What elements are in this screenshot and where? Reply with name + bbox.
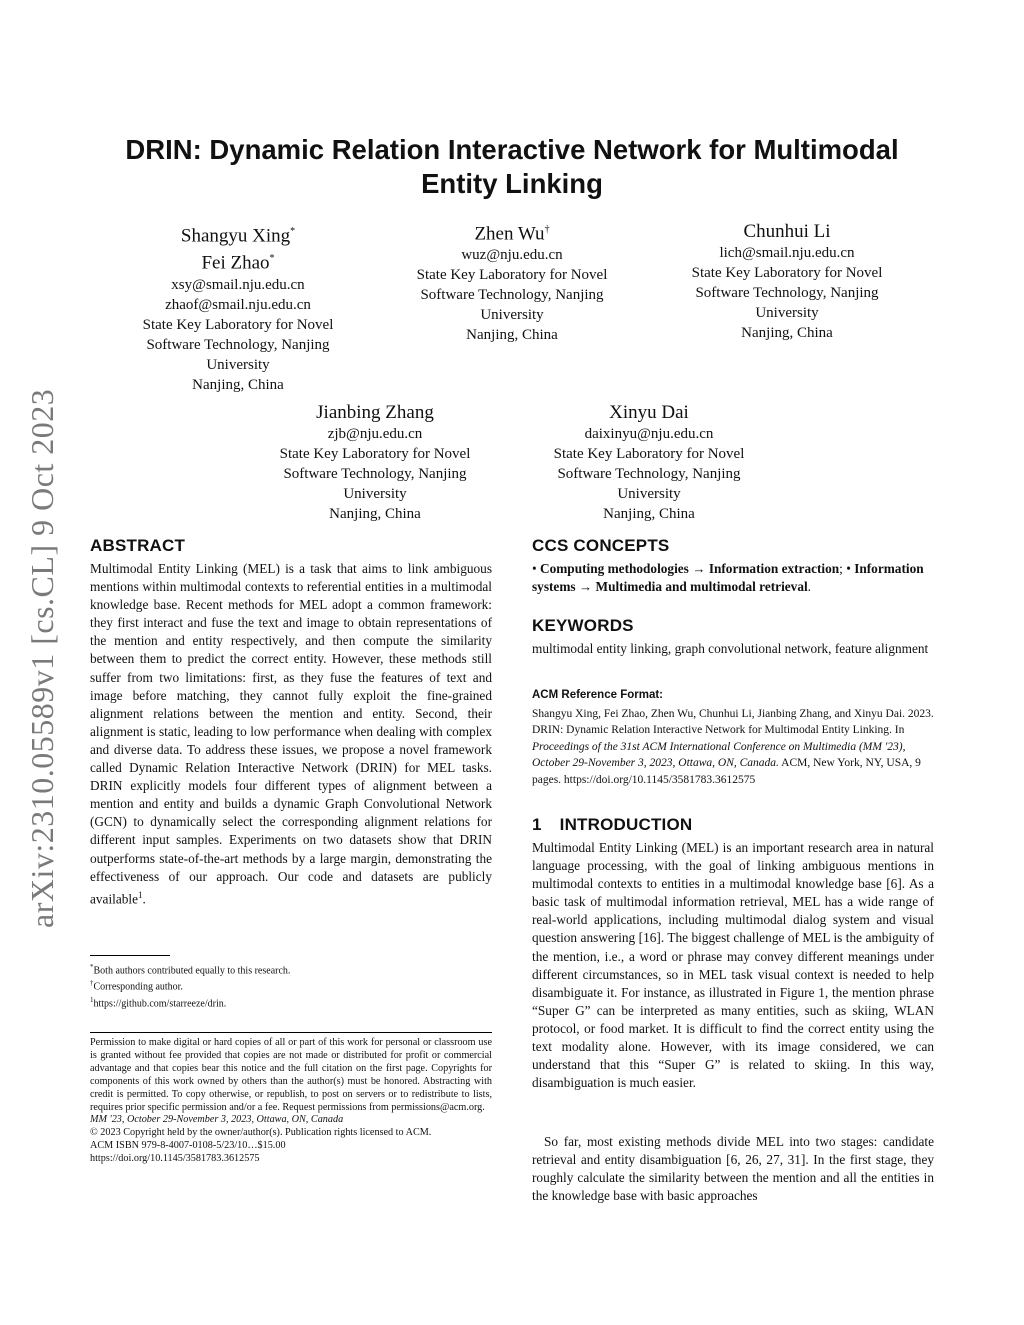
author-affiliation: University (755, 305, 819, 321)
author-location: Nanjing, China (741, 325, 833, 341)
keywords-heading: KEYWORDS (532, 616, 634, 635)
author-block-3 (662, 220, 912, 343)
author-email[interactable]: zjb@nju.edu.cn (327, 426, 423, 442)
ccs-heading: CCS CONCEPTS (532, 536, 670, 555)
author-mark: * (290, 226, 296, 237)
author-email[interactable]: daixinyu@nju.edu.cn (584, 426, 714, 442)
venue-line: MM '23, October 29-November 3, 2023, Ottawa, ON, Canada (90, 1114, 344, 1126)
intro-paragraph-2: So far, most existing methods divide MEL into two stages: candidate retrieval and entity disambiguation [6, 26, 27, 31]. In the first stage, they roughly calculate the similarity between the mention and all the entities in the knowledge base with basic approaches (532, 1134, 934, 1204)
ccs-arrow: → (578, 579, 593, 595)
arxiv-stamp: arXiv:2310.05589v1 [cs.CL] 9 Oct 2023 (24, 388, 60, 928)
ccs-concept: Information systems (532, 561, 924, 595)
ccs-bullet: • (846, 561, 851, 576)
ccs-text (532, 560, 934, 596)
isbn-line: ACM ISBN 979-8-4007-0108-5/23/10…$15.00 (90, 1140, 286, 1152)
author-location: Nanjing, China (603, 506, 695, 522)
title-line-1: DRIN: Dynamic Relation Interactive Network for Multimodal (125, 134, 899, 165)
ccs-concept: Multimedia and multimodal retrieval (595, 579, 808, 595)
author-name: Shangyu Xing (180, 225, 291, 247)
intro-heading (532, 815, 934, 835)
author-name: Chunhui Li (743, 221, 831, 242)
ccs-concept: Computing methodologies (539, 561, 689, 576)
author-mark: * (269, 253, 275, 265)
footnotes (90, 961, 492, 1010)
keywords-text: multimodal entity linking, graph convolutional network, feature alignment (532, 641, 929, 656)
title-line-2: Entity Linking (421, 168, 603, 199)
author-email[interactable]: wuz@nju.edu.cn (461, 247, 563, 264)
footnote-rule (90, 955, 170, 956)
acm-ref-pre: Shangyu Xing, Fei Zhao, Zhen Wu, Chunhui Li, Jianbing Zhang, and Xinyu Dai. 2023. DRIN: Dynamic Relation Interactive Network for Multimodal Entity Linking. In (532, 708, 934, 737)
intro-title: INTRODUCTION (559, 815, 693, 834)
author-affiliation: Software Technology, Nanjing (695, 285, 879, 301)
author-affiliation: University (206, 356, 270, 373)
ccs-concept: Information extraction (708, 561, 840, 576)
abstract-end: . (142, 891, 146, 907)
author-affiliation: State Key Laboratory for Novel (279, 446, 471, 462)
intro-number: 1 (532, 815, 542, 834)
permission-rule (90, 1032, 492, 1033)
author-affiliation: Software Technology, Nanjing (283, 466, 467, 482)
author-location: Nanjing, China (466, 327, 558, 344)
author-affiliation: Software Technology, Nanjing (420, 287, 604, 304)
footnote-2 (90, 977, 492, 993)
ccs-end: . (807, 579, 811, 595)
abstract-body: Multimodal Entity Linking (MEL) is a task that aims to link ambiguous mentions within multimodal contexts to referential entities in a multimodal knowledge base. Recent methods for MEL adopt a common framework: they first interact and fuse the text and image to obtain representations of the mention and entity respectively, and then compute the similarity between them to predict the correct entity. However, these methods still suffer from two limitations: first, as they fuse the features of text and image before matching, they cannot fully exploit the fine-grained alignment relations between the mention and entity. Second, their alignment is static, leading to low performance when dealing with complex and diverse data. To address these issues, we propose a novel framework called Dynamic Relation Interactive Network (DRIN) for MEL tasks. DRIN explicitly models four different types of alignment between a mention and entity and builds a dynamic Graph Convolutional Network (GCN) to dynamically select the corresponding alignment relations for different input samples. Experiments on two datasets show that DRIN outperforms state-of-the-art methods by a large margin, demonstrating the effectiveness of our approach. Our code and datasets are publicly available (90, 561, 492, 907)
author-affiliation: University (343, 486, 407, 502)
footnote-1 (90, 961, 492, 977)
author-location: Nanjing, China (192, 376, 284, 393)
intro-paragraph-1: Multimodal Entity Linking (MEL) is an important research area in natural language processing, with the goal of linking ambiguous mentions in multimodal contexts to entities in a multimodal knowledge base [6]. As a basic task of multimodal information retrieval, MEL has a wide range of real-world applications, including multimodal dialog system and visual question answering [16]. The biggest challenge of MEL is the ambiguity of the mention, i.e., a word or phrase may convey different meanings under different circumstances, so in MEL task visual context is needed to help disambiguate it. For instance, as illustrated in Figure 1, the mention phrase “Super G” can be interpreted as many entities, such as skiing, WLAN protocol, or food market. It is difficult to find the correct entity using the text modality alone. However, with its image considered, we can understand that this “Super G” is related to skiing. In this way, disambiguation is much easier. (532, 840, 934, 1091)
paper-title (90, 133, 934, 201)
author-affiliation: State Key Laboratory for Novel (416, 267, 608, 284)
author-block-1 (113, 220, 363, 395)
footnote-text: Corresponding author. (93, 981, 183, 993)
ccs-arrow: → (692, 561, 706, 576)
footnote-mark: * (90, 963, 94, 971)
footnote-3 (90, 994, 492, 1010)
footnote-link[interactable]: https://github.com/starreeze/drin. (93, 997, 227, 1009)
doi-line[interactable]: https://doi.org/10.1145/3581783.3612575 (90, 1153, 260, 1165)
author-affiliation: Software Technology, Nanjing (146, 336, 330, 353)
author-mark: † (544, 224, 550, 235)
author-affiliation: University (617, 486, 681, 502)
ccs-bullet: • (532, 561, 537, 576)
author-block-2 (387, 218, 637, 345)
author-email[interactable]: xsy@smail.nju.edu.cn (171, 276, 305, 293)
author-affiliation: University (480, 307, 544, 324)
permission-text: Permission to make digital or hard copies of all or part of this work for personal or classroom use is granted without fee provided that copies are not made or distributed for profit or commercial advantage and that copies bear this notice and the full citation on the first page. Copyrights for components of this work owned by others than the author(s) must be honored. Abstracting with credit is permitted. To copy otherwise, or republish, to post on servers or to redistribute to lists, requires prior specific permission and/or a fee. Request permissions from permissions@acm.org. (90, 1037, 492, 1113)
author-affiliation: State Key Laboratory for Novel (142, 316, 334, 333)
acm-ref-label: ACM Reference Format: (532, 689, 663, 701)
author-email[interactable]: zhaof@smail.nju.edu.cn (165, 296, 311, 313)
footnote-mark: † (90, 979, 94, 988)
acm-ref-text (532, 706, 934, 788)
author-name: Fei Zhao (201, 252, 270, 274)
author-affiliation: State Key Laboratory for Novel (553, 446, 745, 462)
author-name: Zhen Wu (474, 223, 545, 245)
abstract-heading: ABSTRACT (90, 536, 186, 555)
author-affiliation: Software Technology, Nanjing (557, 466, 741, 482)
author-location: Nanjing, China (329, 506, 421, 522)
author-block-5 (524, 401, 774, 524)
author-email[interactable]: lich@smail.nju.edu.cn (719, 245, 855, 261)
author-name: Jianbing Zhang (316, 402, 434, 423)
author-name: Xinyu Dai (609, 402, 689, 423)
copyright-line: © 2023 Copyright held by the owner/author(s). Publication rights licensed to ACM. (90, 1127, 432, 1139)
acm-ref-proceedings: Proceedings of the 31st ACM International Conference on Multimedia (MM '23), October 29-November 3, 2023, Ottawa, ON, Canada. (532, 740, 906, 770)
footnote-text: Both authors contributed equally to this research. (93, 965, 291, 977)
ccs-sep: ; (839, 561, 843, 576)
permission-block (90, 1037, 492, 1166)
author-affiliation: State Key Laboratory for Novel (691, 265, 883, 281)
author-block-4 (250, 401, 500, 524)
abstract-footnote-mark[interactable]: 1 (138, 889, 143, 900)
acm-ref-post: ACM, New York, NY, USA, 9 pages. https://doi.org/10.1145/3581783.3612575 (532, 757, 921, 786)
footnote-mark: 1 (90, 995, 94, 1004)
abstract-text (90, 560, 492, 908)
